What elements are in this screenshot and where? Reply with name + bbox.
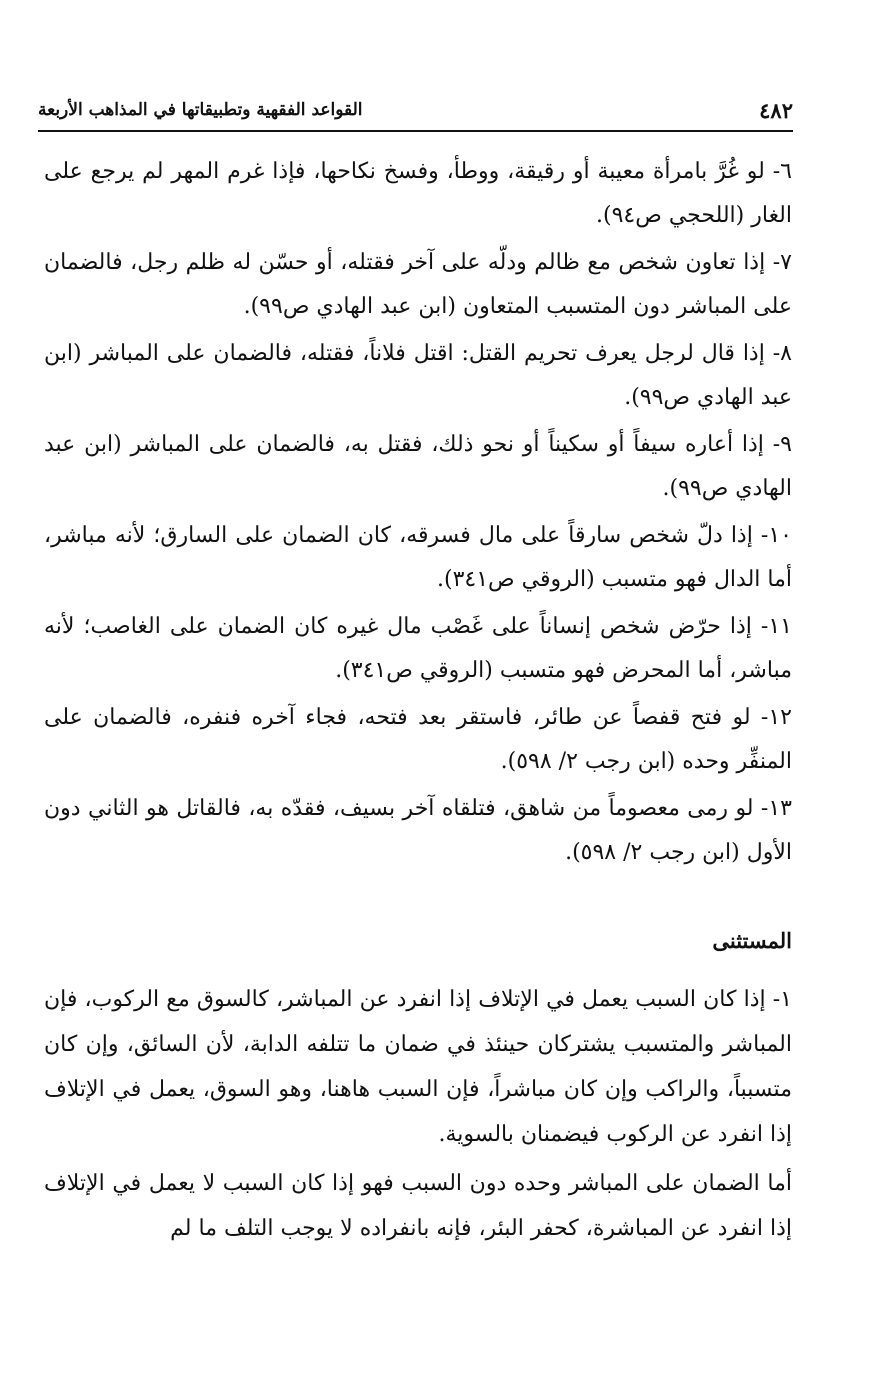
list-item: ٩- إذا أعاره سيفاً أو سكيناً أو نحو ذلك، فقتل به، فالضمان على المباشر (ابن عبد الهادي ص٩٩). [44, 432, 792, 501]
list-item: ٧- إذا تعاون شخص مع ظالم ودلّه على آخر فقتله، أو حسّن له ظلم رجل، فالضمان على المباشر دون المتسبب المتعاون (ابن عبد الهادي ص٩٩). [44, 250, 792, 319]
list-item: ١٠- إذا دلّ شخص سارقاً على مال فسرقه، كان الضمان على السارق؛ لأنه مباشر، أما الدال فهو متسبب (الروقي ص٣٤١). [44, 523, 792, 592]
list-item: ٦- لو غُرَّ بامرأة معيبة أو رقيقة، ووطأ، وفسخ نكاحها، فإذا غرم المهر لم يرجع على الغار (اللحجي ص٩٤). [44, 159, 792, 228]
list-item: ١٣- لو رمى معصوماً من شاهق، فتلقاه آخر بسيف، فقدّه به، فالقاتل هو الثاني دون الأول (ابن رجب ٢/ ٥٩٨). [44, 796, 792, 865]
list-item: ١٢- لو فتح قفصاً عن طائر، فاستقر بعد فتحه، فجاء آخره فنفره، فالضمان على المنفِّر وحده (ابن رجب ٢/ ٥٩٨). [44, 705, 792, 774]
list-item: ١١- إذا حرّض شخص إنساناً على غَصْب مال غيره كان الضمان على الغاصب؛ لأنه مباشر، أما المحرض فهو متسبب (الروقي ص٣٤١). [44, 614, 792, 683]
page-header [38, 96, 793, 132]
section-paragraph: أما الضمان على المباشر وحده دون السبب فهو إذا كان السبب لا يعمل في الإتلاف إذا انفرد عن المباشرة، كحفر البئر، فإنه بانفراده لا يوجب التلف ما لم [44, 1171, 792, 1241]
list-item: ٨- إذا قال لرجل يعرف تحريم القتل: اقتل فلاناً، فقتله، فالضمان على المباشر (ابن عبد الهادي ص٩٩). [44, 341, 792, 410]
section-paragraph: ١- إذا كان السبب يعمل في الإتلاف إذا انفرد عن المباشر، كالسوق مع الركوب، فإن المباشر والمتسبب يشتركان حينئذ في ضمان ما تتلفه الدابة، لأن السائق، وإن كان متسبباً، والراكب وإن كان مباشراً، فإن السبب هاهنا، وهو السوق، يعمل في الإتلاف إذا انفرد عن الركوب فيضمنان بالسوية. [44, 987, 792, 1147]
page-content [44, 150, 792, 1255]
section-heading: المستثنى [712, 928, 792, 953]
running-title: القواعد الفقهية وتطبيقاتها في المذاهب الأربعة [38, 100, 363, 120]
page-number: ٤٨٢ [759, 98, 793, 123]
